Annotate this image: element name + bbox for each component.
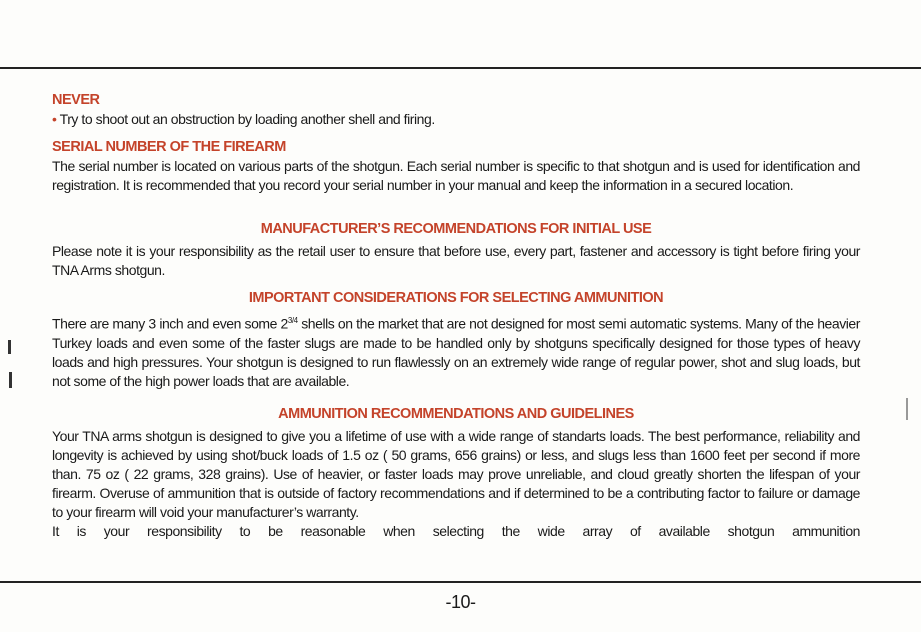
bullet-icon: • <box>52 111 57 127</box>
considerations-body <box>52 311 860 391</box>
considerations-heading: IMPORTANT CONSIDERATIONS FOR SELECTING AMMUNITION <box>248 290 664 306</box>
section-ammunition-considerations <box>52 288 860 391</box>
guidelines-heading: AMMUNITION RECOMMENDATIONS AND GUIDELINES <box>278 406 634 422</box>
page-number: -10- <box>445 592 476 612</box>
guidelines-body: Your TNA arms shotgun is designed to give you a lifetime of use with a wide range of standarts loads. The best performance, reliability and longevity is achieved by using shot/buck loads of 1.5 oz ( 50 grams, 656 grains) or less, and slugs less than 1600 feet per second if more than. 75 oz ( 22 grams, 328 grains). Use of heavier, or faster loads may prove unreliable, and cloud greatly shorten the lifespan of your firearm. Overuse of ammunition that is outside of factory recommendations and if determined to be a contributing factor to failure or damage to your firearm will void your manufacturer’s warranty. <box>52 428 860 520</box>
never-heading: NEVER <box>52 92 100 108</box>
manufacturer-body: Please note it is your responsibility as the retail user to ensure that before use, every part, fastener and accessory is tight before firing your TNA Arms shotgun. <box>52 243 860 278</box>
bottom-divider <box>0 581 921 583</box>
considerations-text-a: There are many 3 inch and even some 2 <box>52 315 288 332</box>
never-item <box>52 110 860 129</box>
guidelines-continuation: It is your responsibility to be reasonable when selecting the wide array of available shotgun ammunition <box>52 523 860 539</box>
scan-artifact <box>906 398 908 420</box>
never-item-text: Try to shoot out an obstruction by loading another shell and firing. <box>59 111 435 127</box>
scan-artifact <box>8 340 11 354</box>
section-serial-number <box>52 137 860 195</box>
section-ammunition-guidelines <box>52 404 860 541</box>
top-divider <box>0 67 921 69</box>
serial-body: The serial number is located on various parts of the shotgun. Each serial number is specific to that shotgun and is used for identification and registration. It is recommended that you record your serial number in your manual and keep the information in a secured location. <box>52 158 860 193</box>
fraction-superscript: 3/4 <box>287 316 298 325</box>
section-never <box>52 90 860 129</box>
serial-heading: SERIAL NUMBER OF THE FIREARM <box>52 139 286 155</box>
manufacturer-heading: MANUFACTURER’S RECOMMENDATIONS FOR INITIAL USE <box>260 221 652 237</box>
scan-artifact <box>9 372 12 388</box>
section-manufacturer-recommendations <box>52 219 860 280</box>
considerations-text-b: shells on the market that are not designed for most semi automatic systems. Many of the heavier Turkey loads and even some of the faster slugs are made to be handled only by shotguns specifically designed for those types of heavy loads and high pressures. Your shotgun is designed to run flawlessly on an extremely wide range of regular power, shot and slug loads, but not some of the high power loads that are available. <box>52 315 860 389</box>
